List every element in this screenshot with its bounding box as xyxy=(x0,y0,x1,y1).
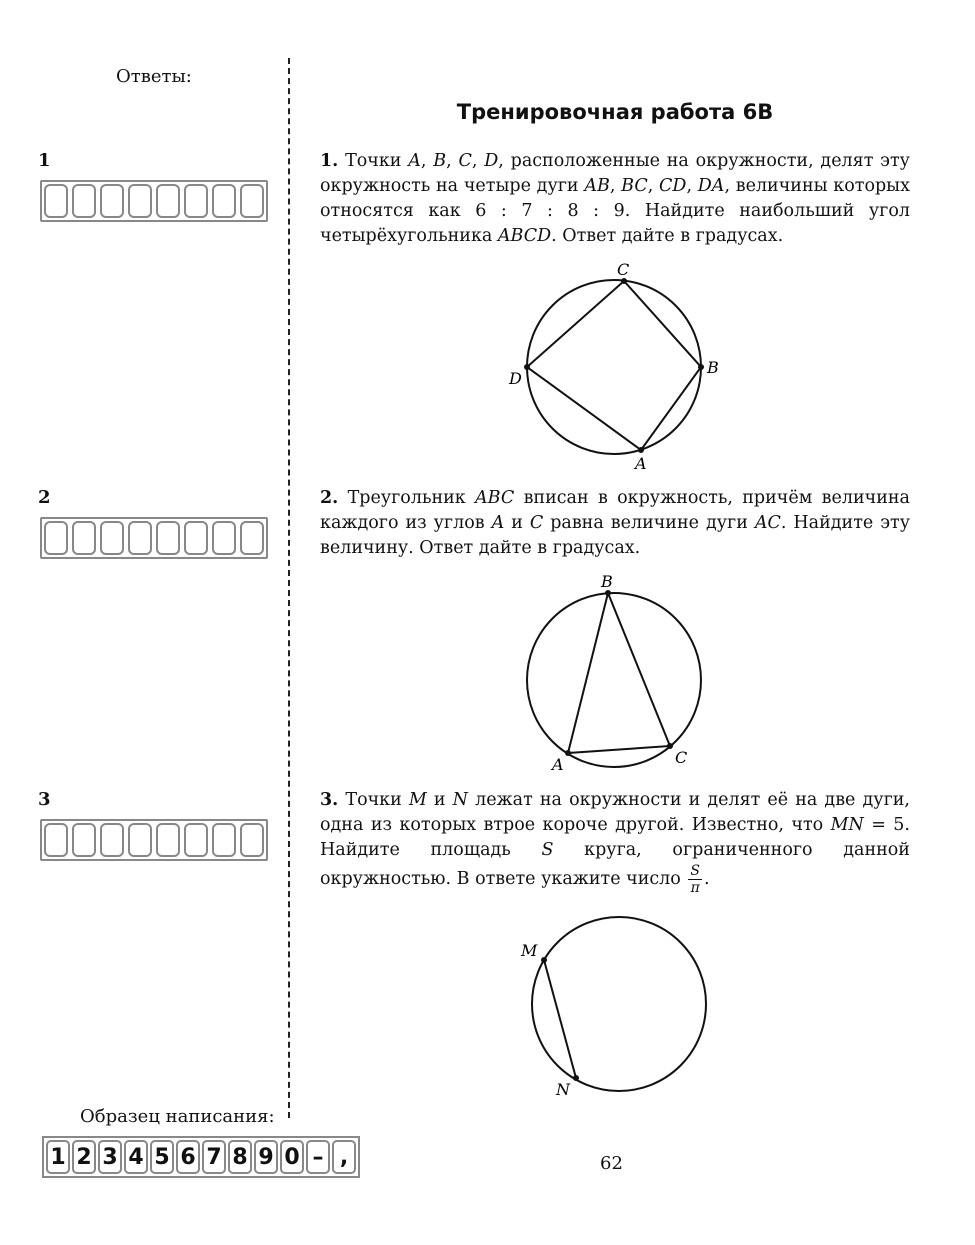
label-B: B xyxy=(601,572,613,591)
sample-label: Образец написания: xyxy=(80,1106,275,1127)
problem-3: 3. Точки M и N лежат на окружности и делят её на две дуги, одна из которых втрое короче другой. Известно, что MN = 5. Найдите площадь S круга, ограниченного данной окружностью. В ответе укажите число $\frac{S}{\pi}$ . xyxy=(320,790,910,896)
figure-3-chord xyxy=(500,910,740,1105)
answer-cell[interactable] xyxy=(72,521,96,555)
answer-cell[interactable] xyxy=(72,823,96,857)
answer-cell[interactable] xyxy=(156,823,180,857)
answer-cell[interactable] xyxy=(128,823,152,857)
label-C: C xyxy=(675,748,688,767)
fraction-s-over-pi: $\frac{S}{\pi}$ xyxy=(690,863,700,896)
answer-cell[interactable] xyxy=(100,823,124,857)
sample-char: – xyxy=(306,1140,330,1174)
label-B: B xyxy=(707,358,719,377)
sample-char: 5 xyxy=(150,1140,174,1174)
problem-1: 1. Точки A, B, C, D, расположенные на окружности, делят эту окружность на четыре дуги AB, BC, CD, DA, величины которых относятся как 6 : 7 : 8 : 9. Найдите наибольший угол четырёхугольника ABCD. Ответ дайте в градусах. xyxy=(320,151,910,246)
sample-char: 3 xyxy=(98,1140,122,1174)
label-M: M xyxy=(521,941,538,960)
answer-cell[interactable] xyxy=(44,521,68,555)
answer-cell[interactable] xyxy=(184,184,208,218)
answer-cell[interactable] xyxy=(240,521,264,555)
sample-char: 2 xyxy=(72,1140,96,1174)
answer-cell[interactable] xyxy=(240,184,264,218)
figure-1-quadrilateral xyxy=(500,258,740,472)
label-D: D xyxy=(509,369,522,388)
sample-char: 6 xyxy=(176,1140,200,1174)
answer-cell[interactable] xyxy=(100,521,124,555)
answer-cell[interactable] xyxy=(44,184,68,218)
answer-cell[interactable] xyxy=(72,184,96,218)
problem-number: 1. xyxy=(320,151,339,171)
label-A: A xyxy=(552,755,564,774)
answer-number-2: 2 xyxy=(38,487,51,508)
answer-field-1[interactable] xyxy=(40,180,268,222)
answer-cell[interactable] xyxy=(240,823,264,857)
dashed-divider xyxy=(288,58,290,1118)
answer-cell[interactable] xyxy=(184,521,208,555)
sample-char: 8 xyxy=(228,1140,252,1174)
answer-cell[interactable] xyxy=(128,521,152,555)
answer-number-3: 3 xyxy=(38,789,51,810)
label-N: N xyxy=(556,1080,570,1099)
page-title: Тренировочная работа 6В xyxy=(456,100,774,124)
problem-number: 2. xyxy=(320,488,339,508)
answer-field-3[interactable] xyxy=(40,819,268,861)
sample-digits xyxy=(42,1136,360,1178)
answer-cell[interactable] xyxy=(128,184,152,218)
problem-number: 3. xyxy=(320,790,339,810)
figure-2-triangle xyxy=(500,570,740,780)
answer-cell[interactable] xyxy=(184,823,208,857)
answer-cell[interactable] xyxy=(212,184,236,218)
label-C: C xyxy=(617,260,630,279)
answers-title: Ответы: xyxy=(116,66,192,87)
label-A: A xyxy=(635,454,647,472)
answer-cell[interactable] xyxy=(156,521,180,555)
sample-char: 0 xyxy=(280,1140,304,1174)
sample-char: 9 xyxy=(254,1140,278,1174)
answer-number-1: 1 xyxy=(38,150,51,171)
sample-char: 4 xyxy=(124,1140,148,1174)
answer-cell[interactable] xyxy=(100,184,124,218)
problem-2: 2. Треугольник ABC вписан в окружность, причём величина каждого из углов A и C равна величине дуги AC. Найдите эту величину. Ответ дайте в градусах. xyxy=(320,488,910,558)
answer-cell[interactable] xyxy=(212,521,236,555)
sample-char: 7 xyxy=(202,1140,226,1174)
answer-cell[interactable] xyxy=(156,184,180,218)
answer-cell[interactable] xyxy=(44,823,68,857)
sample-char: , xyxy=(332,1140,356,1174)
answer-cell[interactable] xyxy=(212,823,236,857)
answer-field-2[interactable] xyxy=(40,517,268,559)
page-number: 62 xyxy=(600,1153,623,1174)
sample-char: 1 xyxy=(46,1140,70,1174)
